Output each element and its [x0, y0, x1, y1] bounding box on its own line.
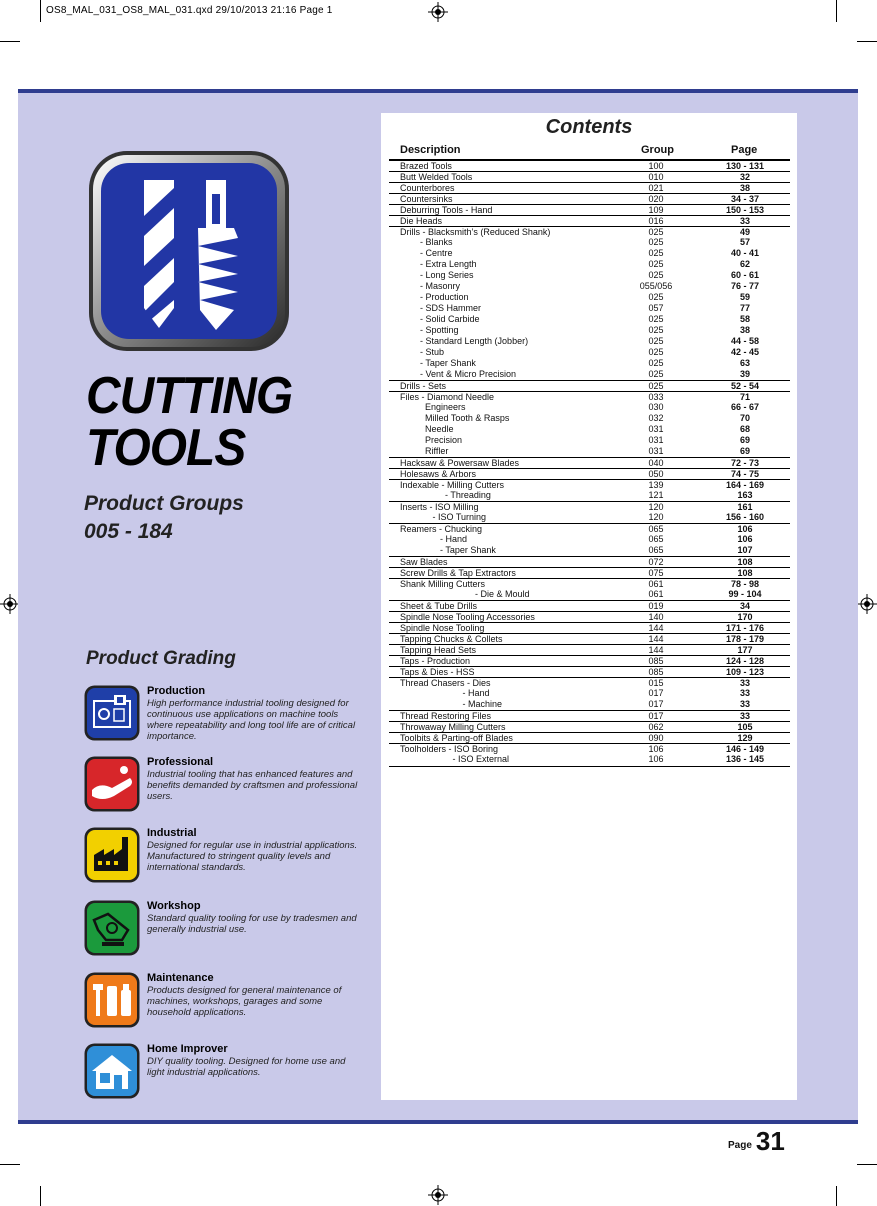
row-description: Hacksaw & Powersaw Blades [400, 458, 520, 468]
row-page: 33 [739, 711, 750, 721]
table-row [389, 567, 790, 578]
row-group: 025 [648, 248, 664, 258]
bolt-spray-icon [84, 972, 140, 1028]
row-description: Holesaws & Arbors [400, 469, 477, 479]
row-page: 44 - 58 [730, 336, 760, 346]
grade-description: Products designed for general maintenance of machines, workshops, garages and some household applications. [147, 985, 342, 1018]
grade-description: DIY quality tooling. Designed for home use and light industrial applications. [147, 1056, 346, 1078]
drill-bits-icon [88, 150, 290, 352]
row-description: Reamers - Chucking [400, 524, 483, 534]
row-page: 33 [739, 216, 750, 226]
row-group: 144 [648, 634, 664, 644]
row-page: 136 - 145 [725, 754, 765, 764]
grade-industrial [84, 827, 374, 887]
row-description: - Spotting [400, 325, 459, 335]
table-row [389, 743, 790, 754]
printer-slug: OS8_MAL_031_OS8_MAL_031.qxd 29/10/2013 21:16 Page 1 [46, 5, 333, 16]
table-row [389, 699, 790, 710]
table-row [389, 369, 790, 380]
row-description: Deburring Tools - Hand [400, 205, 493, 215]
top-rule [18, 89, 858, 93]
row-group: 019 [648, 601, 664, 611]
row-page: 34 - 37 [730, 194, 760, 204]
row-page: 71 [739, 392, 750, 402]
row-description: Files - Diamond Needle [400, 392, 495, 402]
table-row [389, 347, 790, 358]
row-page: 62 [739, 259, 750, 269]
row-page: 78 - 98 [730, 579, 760, 589]
table-row [389, 248, 790, 259]
row-page: 38 [739, 183, 750, 193]
column-header-page: Page [731, 144, 758, 156]
row-group: 025 [648, 314, 664, 324]
row-group: 106 [648, 744, 664, 754]
row-description: Taps & Dies - HSS [400, 667, 475, 677]
table-row [389, 457, 790, 468]
table-row [389, 226, 790, 237]
grade-production [84, 685, 374, 745]
row-page: 130 - 131 [725, 161, 765, 171]
table-row [389, 303, 790, 314]
row-description: Butt Welded Tools [400, 172, 473, 182]
row-group: 085 [648, 667, 664, 677]
row-page: 38 [739, 325, 750, 335]
row-group: 010 [648, 172, 664, 182]
table-row [389, 182, 790, 193]
row-page: 106 [737, 534, 753, 544]
row-group: 144 [648, 645, 664, 655]
row-page: 32 [739, 172, 750, 182]
row-description: Needle [400, 424, 454, 434]
row-page: 66 - 67 [730, 402, 760, 412]
row-description: - Hand [400, 688, 490, 698]
table-row [389, 490, 790, 501]
row-group: 140 [648, 612, 664, 622]
table-row [389, 633, 790, 644]
row-group: 121 [648, 490, 664, 500]
row-group: 109 [648, 205, 664, 215]
row-page: 33 [739, 699, 750, 709]
table-row [389, 512, 790, 523]
row-page: 52 - 54 [730, 381, 760, 391]
row-description: Spindle Nose Tooling [400, 623, 485, 633]
registration-mark-right [857, 594, 877, 614]
grade-description: Industrial tooling that has enhanced features and benefits demanded by craftsmen and professional users. [147, 769, 358, 802]
table-row [389, 424, 790, 435]
grade-professional [84, 756, 374, 816]
row-description: Thread Restoring Files [400, 711, 492, 721]
table-row [389, 589, 790, 600]
row-group: 075 [648, 568, 664, 578]
table-row [389, 270, 790, 281]
page-number: 31 [755, 1126, 785, 1156]
row-group: 025 [648, 358, 664, 368]
row-group: 090 [648, 733, 664, 743]
row-description: - ISO Turning [400, 512, 487, 522]
subtitle-line-1: Product Groups [84, 492, 244, 515]
column-header-group: Group [641, 144, 674, 156]
table-row [389, 193, 790, 204]
row-page: 150 - 153 [725, 205, 765, 215]
row-page: 177 [737, 645, 753, 655]
row-page: 129 [737, 733, 753, 743]
row-page: 72 - 73 [730, 458, 760, 468]
row-description: Drills - Blacksmith’s (Reduced Shank) [400, 227, 551, 237]
row-group: 144 [648, 623, 664, 633]
grade-home-improver [84, 1043, 374, 1103]
row-description: - Masonry [400, 281, 461, 291]
row-group: 031 [648, 435, 664, 445]
row-group: 025 [648, 325, 664, 335]
row-group: 085 [648, 656, 664, 666]
row-description: Tapping Chucks & Collets [400, 634, 503, 644]
row-group: 061 [648, 589, 664, 599]
row-description: Die Heads [400, 216, 443, 226]
bottom-rule [18, 1120, 858, 1124]
table-row [389, 446, 790, 457]
table-row [389, 501, 790, 512]
row-group: 120 [648, 512, 664, 522]
row-description: - Taper Shank [400, 358, 476, 368]
row-group: 031 [648, 424, 664, 434]
row-page: 60 - 61 [730, 270, 760, 280]
table-row [389, 204, 790, 215]
row-group: 050 [648, 469, 664, 479]
row-description: Thread Chasers - Dies [400, 678, 491, 688]
page-number-block [728, 1126, 785, 1157]
row-page: 68 [739, 424, 750, 434]
row-group: 016 [648, 216, 664, 226]
table-row [389, 160, 790, 171]
table-row [389, 325, 790, 336]
table-row [389, 545, 790, 556]
grade-maintenance [84, 972, 374, 1032]
row-description: Sheet & Tube Drills [400, 601, 478, 611]
row-description: Engineers [400, 402, 466, 412]
row-group: 032 [648, 413, 664, 423]
row-group: 100 [648, 161, 664, 171]
contents-box [381, 113, 797, 1100]
row-description: Inserts - ISO Milling [400, 502, 479, 512]
table-row [389, 677, 790, 688]
row-group: 040 [648, 458, 664, 468]
table-row [389, 710, 790, 721]
row-page: 107 [737, 545, 753, 555]
row-group: 061 [648, 579, 664, 589]
row-page: 124 - 128 [725, 656, 765, 666]
table-row [389, 754, 790, 765]
row-description: Milled Tooth & Rasps [400, 413, 510, 423]
row-page: 99 - 104 [728, 589, 762, 599]
title-line-2: TOOLS [86, 419, 246, 477]
row-description: - Centre [400, 248, 453, 258]
table-row [389, 666, 790, 677]
table-row [389, 336, 790, 347]
table-row [389, 391, 790, 402]
row-group: 055/056 [639, 281, 673, 291]
row-page: 59 [739, 292, 750, 302]
row-description: Spindle Nose Tooling Accessories [400, 612, 535, 622]
row-description: - Extra Length [400, 259, 477, 269]
table-row [389, 413, 790, 424]
grade-name: Home Improver [147, 1043, 228, 1055]
row-group: 015 [648, 678, 664, 688]
table-row [389, 479, 790, 490]
row-group: 017 [648, 699, 664, 709]
row-group: 025 [648, 347, 664, 357]
row-page: 161 [737, 502, 753, 512]
row-page: 63 [739, 358, 750, 368]
row-group: 025 [648, 270, 664, 280]
row-group: 025 [648, 292, 664, 302]
row-description: - SDS Hammer [400, 303, 482, 313]
table-row [389, 402, 790, 413]
table-row [389, 721, 790, 732]
row-page: 33 [739, 688, 750, 698]
page-label: Page [728, 1140, 752, 1151]
row-description: - ISO External [400, 754, 510, 764]
table-row [389, 578, 790, 589]
row-description: - Production [400, 292, 469, 302]
table-row [389, 314, 790, 325]
row-group: 025 [648, 237, 664, 247]
table-row [389, 732, 790, 743]
row-description: Shank Milling Cutters [400, 579, 486, 589]
column-header-description: Description [400, 144, 461, 156]
wrench-icon [84, 756, 140, 812]
row-group: 062 [648, 722, 664, 732]
table-row [389, 281, 790, 292]
row-description: - Vent & Micro Precision [400, 369, 517, 379]
row-group: 020 [648, 194, 664, 204]
row-description: Screw Drills & Tap Extractors [400, 568, 516, 578]
table-row [389, 556, 790, 567]
row-description: - Threading [400, 490, 491, 500]
row-page: 105 [737, 722, 753, 732]
row-page: 33 [739, 678, 750, 688]
row-page: 69 [739, 435, 750, 445]
row-page: 77 [739, 303, 750, 313]
table-row [389, 655, 790, 666]
row-group: 106 [648, 754, 664, 764]
row-description: Countersinks [400, 194, 453, 204]
row-group: 057 [648, 303, 664, 313]
contents-rows [389, 160, 790, 765]
table-row [389, 171, 790, 182]
row-page: 108 [737, 557, 753, 567]
row-group: 025 [648, 381, 664, 391]
row-page: 146 - 149 [725, 744, 765, 754]
row-description: - Blanks [400, 237, 453, 247]
vice-icon [84, 900, 140, 956]
registration-mark-bottom [428, 1185, 448, 1205]
machine-tool-icon [84, 685, 140, 741]
row-group: 120 [648, 502, 664, 512]
row-page: 74 - 75 [730, 469, 760, 479]
row-description: - Long Series [400, 270, 474, 280]
row-group: 033 [648, 392, 664, 402]
row-page: 34 [739, 601, 750, 611]
row-description: - Die & Mould [400, 589, 530, 599]
row-description: - Taper Shank [400, 545, 496, 555]
row-description: Throwaway Milling Cutters [400, 722, 506, 732]
table-row [389, 435, 790, 446]
row-group: 072 [648, 557, 664, 567]
row-group: 025 [648, 259, 664, 269]
subtitle-line-2: 005 - 184 [84, 520, 173, 543]
row-page: 39 [739, 369, 750, 379]
row-group: 030 [648, 402, 664, 412]
grade-description: Designed for regular use in industrial applications. Manufactured to stringent quality levels and international standards. [147, 840, 358, 873]
grade-name: Professional [147, 756, 214, 768]
row-page: 164 - 169 [725, 480, 765, 490]
grade-description: High performance industrial tooling designed for continuous use applications on machine tools where repeatability and long tool life are of critical importance. [147, 698, 356, 742]
grade-name: Industrial [147, 827, 197, 839]
row-page: 40 - 41 [730, 248, 760, 258]
row-page: 156 - 160 [725, 512, 765, 522]
grade-description: Standard quality tooling for use by tradesmen and generally industrial use. [147, 913, 357, 935]
row-page: 57 [739, 237, 750, 247]
table-row [389, 292, 790, 303]
row-description: Taps - Production [400, 656, 471, 666]
table-row [389, 622, 790, 633]
row-description: Toolbits & Parting-off Blades [400, 733, 513, 743]
table-row [389, 237, 790, 248]
row-page: 70 [739, 413, 750, 423]
row-description: - Machine [400, 699, 503, 709]
grade-name: Production [147, 685, 206, 697]
row-page: 69 [739, 446, 750, 456]
table-row [389, 688, 790, 699]
row-page: 108 [737, 568, 753, 578]
row-description: - Hand [400, 534, 468, 544]
row-page: 76 - 77 [730, 281, 760, 291]
row-description: Saw Blades [400, 557, 448, 567]
grade-workshop [84, 900, 374, 960]
table-row [389, 534, 790, 545]
product-groups-subtitle [84, 490, 244, 546]
table-row [389, 523, 790, 534]
table-end-line [389, 766, 790, 767]
product-grading-heading: Product Grading [86, 648, 236, 669]
page-title [86, 367, 293, 477]
row-description: - Solid Carbide [400, 314, 480, 324]
row-group: 017 [648, 688, 664, 698]
row-page: 178 - 179 [725, 634, 765, 644]
house-icon [84, 1043, 140, 1099]
row-description: - Standard Length (Jobber) [400, 336, 529, 346]
row-page: 170 [737, 612, 753, 622]
registration-mark-left [0, 594, 20, 614]
table-row [389, 611, 790, 622]
row-group: 021 [648, 183, 664, 193]
row-group: 025 [648, 336, 664, 346]
row-page: 49 [739, 227, 750, 237]
registration-mark-top [428, 2, 448, 22]
grade-name: Workshop [147, 900, 201, 912]
table-row [389, 600, 790, 611]
row-description: Brazed Tools [400, 161, 452, 171]
row-group: 025 [648, 369, 664, 379]
row-group: 025 [648, 227, 664, 237]
row-description: Indexable - Milling Cutters [400, 480, 505, 490]
contents-heading: Contents [545, 116, 633, 138]
row-page: 163 [737, 490, 753, 500]
row-page: 58 [739, 314, 750, 324]
factory-icon [84, 827, 140, 883]
row-description: Toolholders - ISO Boring [400, 744, 499, 754]
title-line-1: CUTTING [86, 367, 293, 425]
row-group: 031 [648, 446, 664, 456]
row-group: 065 [648, 524, 664, 534]
table-row [389, 259, 790, 270]
row-description: Precision [400, 435, 463, 445]
row-page: 171 - 176 [725, 623, 765, 633]
row-description: Tapping Head Sets [400, 645, 477, 655]
row-page: 109 - 123 [725, 667, 765, 677]
row-description: Drills - Sets [400, 381, 447, 391]
row-description: - Stub [400, 347, 445, 357]
row-group: 139 [648, 480, 664, 490]
row-page: 106 [737, 524, 753, 534]
table-row [389, 358, 790, 369]
row-page: 42 - 45 [730, 347, 760, 357]
table-row [389, 644, 790, 655]
row-description: Riffler [400, 446, 449, 456]
table-row [389, 215, 790, 226]
row-description: Counterbores [400, 183, 455, 193]
row-group: 017 [648, 711, 664, 721]
row-group: 065 [648, 534, 664, 544]
row-group: 065 [648, 545, 664, 555]
table-row [389, 380, 790, 391]
table-row [389, 468, 790, 479]
grade-name: Maintenance [147, 972, 214, 984]
